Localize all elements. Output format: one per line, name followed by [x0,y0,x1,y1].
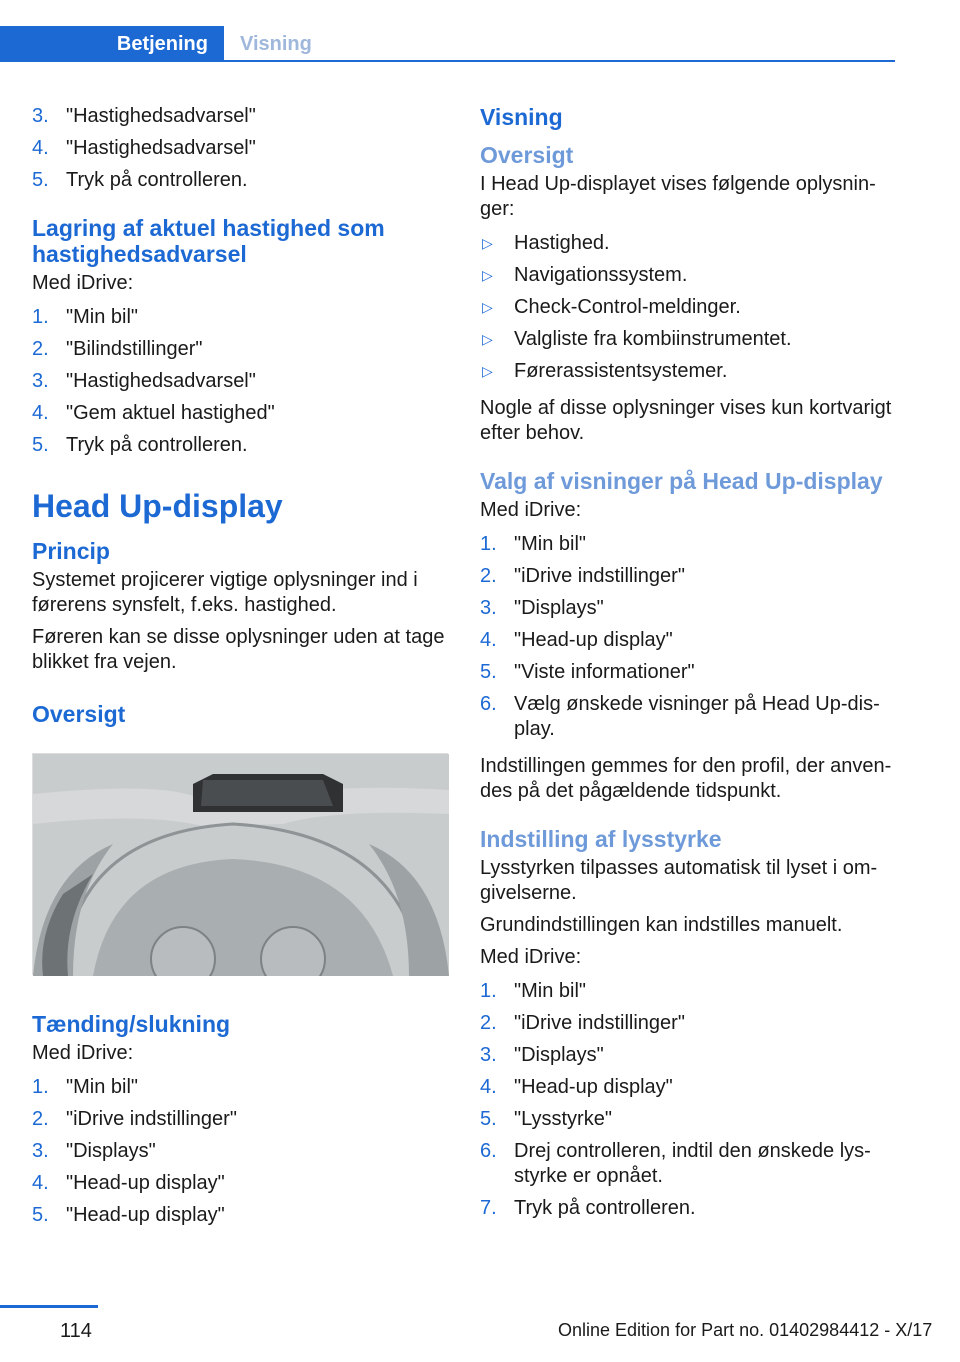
list-number: 2. [480,565,497,587]
list-item [480,1043,898,1068]
list-text: Hastighed. [514,232,610,254]
list-number: 6. [480,693,497,715]
list-item [480,564,898,589]
heading-princip: Princip [32,538,110,564]
list-text: "iDrive indstillinger" [514,565,685,587]
list-number: 1. [480,533,497,555]
list-item [480,359,898,384]
heading-oversigt-right: Oversigt [480,142,574,168]
list-item [32,337,450,362]
list-item [32,1139,450,1164]
list-number: 5. [32,169,49,191]
heading-lysstyrke: Indstilling af lysstyrke [480,826,722,852]
list-item [32,1171,450,1196]
list-number: 5. [32,1204,49,1226]
list-number: 3. [32,370,49,392]
list-number: 7. [480,1197,497,1219]
list-text: "Min bil" [66,1076,138,1098]
list-text: Tryk på controlleren. [66,169,248,191]
list-text: "Viste informationer" [514,661,695,683]
list-text: Tryk på controlleren. [514,1197,696,1219]
list-text: "Head-up display" [66,1172,225,1194]
heading-visning: Visning [480,104,563,130]
heading-lagring: Lagring af aktuel hastighed som hastighedsadvarsel [32,215,385,267]
list-item [32,104,450,129]
list-text: "Hastighedsadvarsel" [66,370,256,392]
list-item [32,1203,450,1228]
heading-valg: Valg af visninger på Head Up-display [480,468,883,494]
dashboard-illustration [33,754,449,976]
list-text: "iDrive indstillinger" [514,1012,685,1034]
heading-taending: Tænding/slukning [32,1011,231,1037]
list-item [480,1196,898,1221]
list-number: 2. [480,1012,497,1034]
footer-rule [0,1305,98,1308]
bullet-list [480,231,898,384]
list-text: Drej controlleren, indtil den ønskede lysstyrke er opnået. [514,1140,871,1187]
tab-betjening[interactable]: Betjening [0,26,224,62]
head-up-display-image [32,753,448,975]
page-number: 114 [60,1320,92,1342]
list-text: "Displays" [514,597,604,619]
list-text: Vælg ønskede visninger på Head Up-display. [514,693,880,740]
list-number: 4. [32,402,49,424]
text-idrive: Med iDrive: [32,272,134,294]
list-text: Førerassistentsystemer. [514,360,728,382]
text-foereren: Føreren kan se disse oplysninger uden at tage blikket fra vejen. [32,626,445,673]
list-item [32,369,450,394]
list-left-3 [32,1075,450,1228]
list-item [480,1011,898,1036]
text-idrive-r2: Med iDrive: [480,946,582,968]
list-text: "iDrive indstillinger" [66,1108,237,1130]
text-idrive-r1: Med iDrive: [480,499,582,521]
list-number: 4. [32,1172,49,1194]
list-number: 1. [32,1076,49,1098]
list-item [32,168,450,193]
list-number: 6. [480,1140,497,1162]
triangle-bullet-icon: ▷ [482,299,493,315]
list-item [480,263,898,288]
list-number: 5. [480,1108,497,1130]
list-item [480,979,898,1004]
list-item [32,401,450,426]
text-idrive-2: Med iDrive: [32,1042,134,1064]
list-number: 1. [32,306,49,328]
list-item [32,136,450,161]
text-lysstyrke: Lysstyrken tilpasses automatisk til lyset i omgivelserne. [480,857,878,904]
text-intro: I Head Up-displayet vises følgende oplysninger: [480,173,876,220]
list-number: 2. [32,338,49,360]
list-text: "Head-up display" [514,1076,673,1098]
list-item [480,692,898,742]
list-item [480,660,898,685]
heading-head-up-display: Head Up-display [32,488,283,524]
triangle-bullet-icon: ▷ [482,363,493,379]
list-item [480,1139,898,1189]
list-text: "Min bil" [514,533,586,555]
list-item [480,532,898,557]
header-bar [0,26,895,62]
text-kortvarigt: Nogle af disse oplysninger vises kun kortvarigt efter behov. [480,397,892,444]
list-number: 4. [480,629,497,651]
list-text: "Head-up display" [514,629,673,651]
text-profil: Indstillingen gemmes for den profil, der anvendes på det pågældende tidspunkt. [480,755,892,802]
text-grundindstilling: Grundindstillingen kan indstilles manuelt. [480,914,843,936]
triangle-bullet-icon: ▷ [482,235,493,251]
list-item [32,305,450,330]
list-number: 4. [480,1076,497,1098]
list-item [32,433,450,458]
list-number: 2. [32,1108,49,1130]
triangle-bullet-icon: ▷ [482,331,493,347]
left-column [32,100,450,1240]
list-item [480,327,898,352]
list-text: "Head-up display" [66,1204,225,1226]
list-left-1 [32,104,450,193]
list-text: Tryk på controlleren. [66,434,248,456]
list-text: Navigationssystem. [514,264,688,286]
list-text: "Hastighedsadvarsel" [66,137,256,159]
list-item [480,596,898,621]
list-right-1 [480,532,898,742]
list-item [480,1075,898,1100]
list-text: "Min bil" [514,980,586,1002]
list-item [32,1107,450,1132]
list-number: 3. [32,105,49,127]
list-number: 3. [480,1044,497,1066]
heading-oversigt: Oversigt [32,701,126,727]
list-number: 3. [32,1140,49,1162]
list-text: "Displays" [514,1044,604,1066]
list-text: "Lysstyrke" [514,1108,612,1130]
list-number: 4. [32,137,49,159]
list-item [32,1075,450,1100]
list-text: "Min bil" [66,306,138,328]
list-left-2 [32,305,450,458]
list-text: Valgliste fra kombiinstrumentet. [514,328,792,350]
list-number: 5. [480,661,497,683]
list-text: Check-Control-meldinger. [514,296,741,318]
text-princip: Systemet projicerer vigtige oplysninger ind i førerens synsfelt, f.eks. hastighed. [32,569,418,616]
list-item [480,295,898,320]
triangle-bullet-icon: ▷ [482,267,493,283]
right-column [480,100,898,1233]
list-item [480,231,898,256]
list-number: 1. [480,980,497,1002]
list-number: 5. [32,434,49,456]
list-item [480,1107,898,1132]
list-text: "Gem aktuel hastighed" [66,402,275,424]
list-item [480,628,898,653]
list-text: "Displays" [66,1140,156,1162]
list-right-2 [480,979,898,1221]
list-number: 3. [480,597,497,619]
list-text: "Hastighedsadvarsel" [66,105,256,127]
list-text: "Bilindstillinger" [66,338,203,360]
edition-text: Online Edition for Part no. 01402984412 - X/17 [558,1320,933,1340]
tab-visning[interactable]: Visning [240,33,312,55]
